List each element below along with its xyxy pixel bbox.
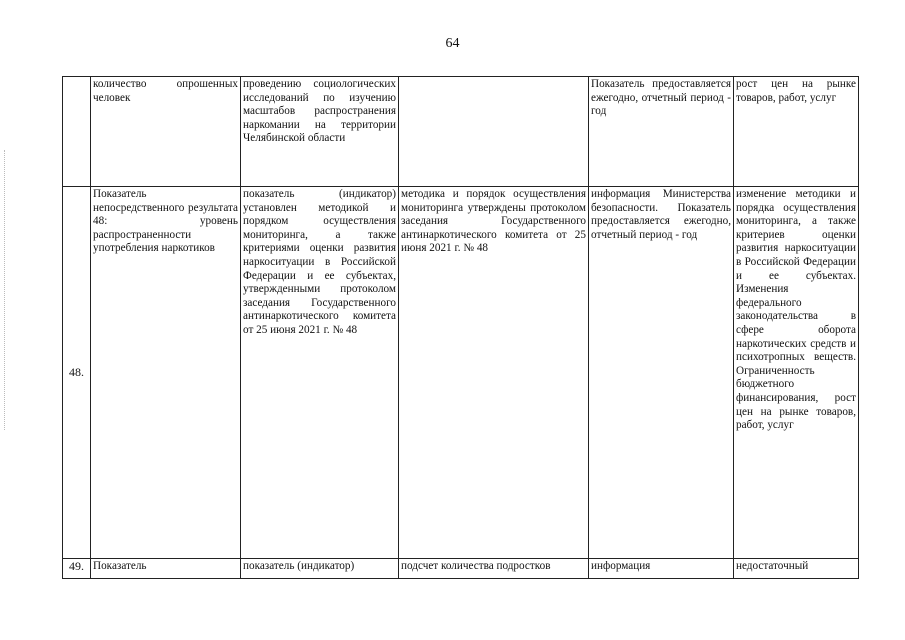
indicator-table	[62, 76, 859, 579]
source-cell: Показатель предоставляется ежегодно, отчетный период - год	[589, 77, 734, 187]
value-method-cell: показатель (индикатор) установлен методикой и порядком осуществления мониторинга, а также критериями оценки развития наркоситуации в Российской Федерации и ее субъектах, утвержденными протоколом заседания Государственного антинаркотического комитета от 25 июня 2021 г. № 48	[241, 187, 399, 559]
calculation-cell	[399, 77, 589, 187]
page-number: 64	[445, 36, 460, 51]
table-row	[63, 559, 859, 579]
indicator-cell: Показатель непосредственного результата 48: уровень распространенности употребления наркотиков	[91, 187, 241, 559]
row-number-cell: 49.	[63, 559, 91, 579]
value-method-cell: показатель (индикатор)	[241, 559, 399, 579]
risks-cell: изменение методики и порядка осуществления мониторинга, а также критериев оценки развития наркоситуации в Российской Федерации и ее субъектах. Изменения федерального законодательства в сфере оборота наркотических средств и психотропных веществ. Ограниченность бюджетного финансирования, рост цен на рынке товаров, работ, услуг	[734, 187, 859, 559]
risks-cell: недостаточный	[734, 559, 859, 579]
row-number-cell: 48.	[63, 187, 91, 559]
table-row	[63, 187, 859, 559]
indicator-cell: количество опрошенных человек	[91, 77, 241, 187]
row-number-cell	[63, 77, 91, 187]
indicator-cell: Показатель	[91, 559, 241, 579]
risks-cell: рост цен на рынке товаров, работ, услуг	[734, 77, 859, 187]
calculation-cell: подсчет количества подростков	[399, 559, 589, 579]
value-method-cell: проведению социологических исследований по изучению масштабов распространения наркомании на территории Челябинской области	[241, 77, 399, 187]
scan-margin-mark	[4, 150, 6, 430]
source-cell: информация Министерства безопасности. Показатель предоставляется ежегодно, отчетный период - год	[589, 187, 734, 559]
table-row	[63, 77, 859, 187]
calculation-cell: методика и порядок осуществления мониторинга утверждены протоколом заседания Государственного антинаркотического комитета от 25 июня 2021 г. № 48	[399, 187, 589, 559]
source-cell: информация	[589, 559, 734, 579]
